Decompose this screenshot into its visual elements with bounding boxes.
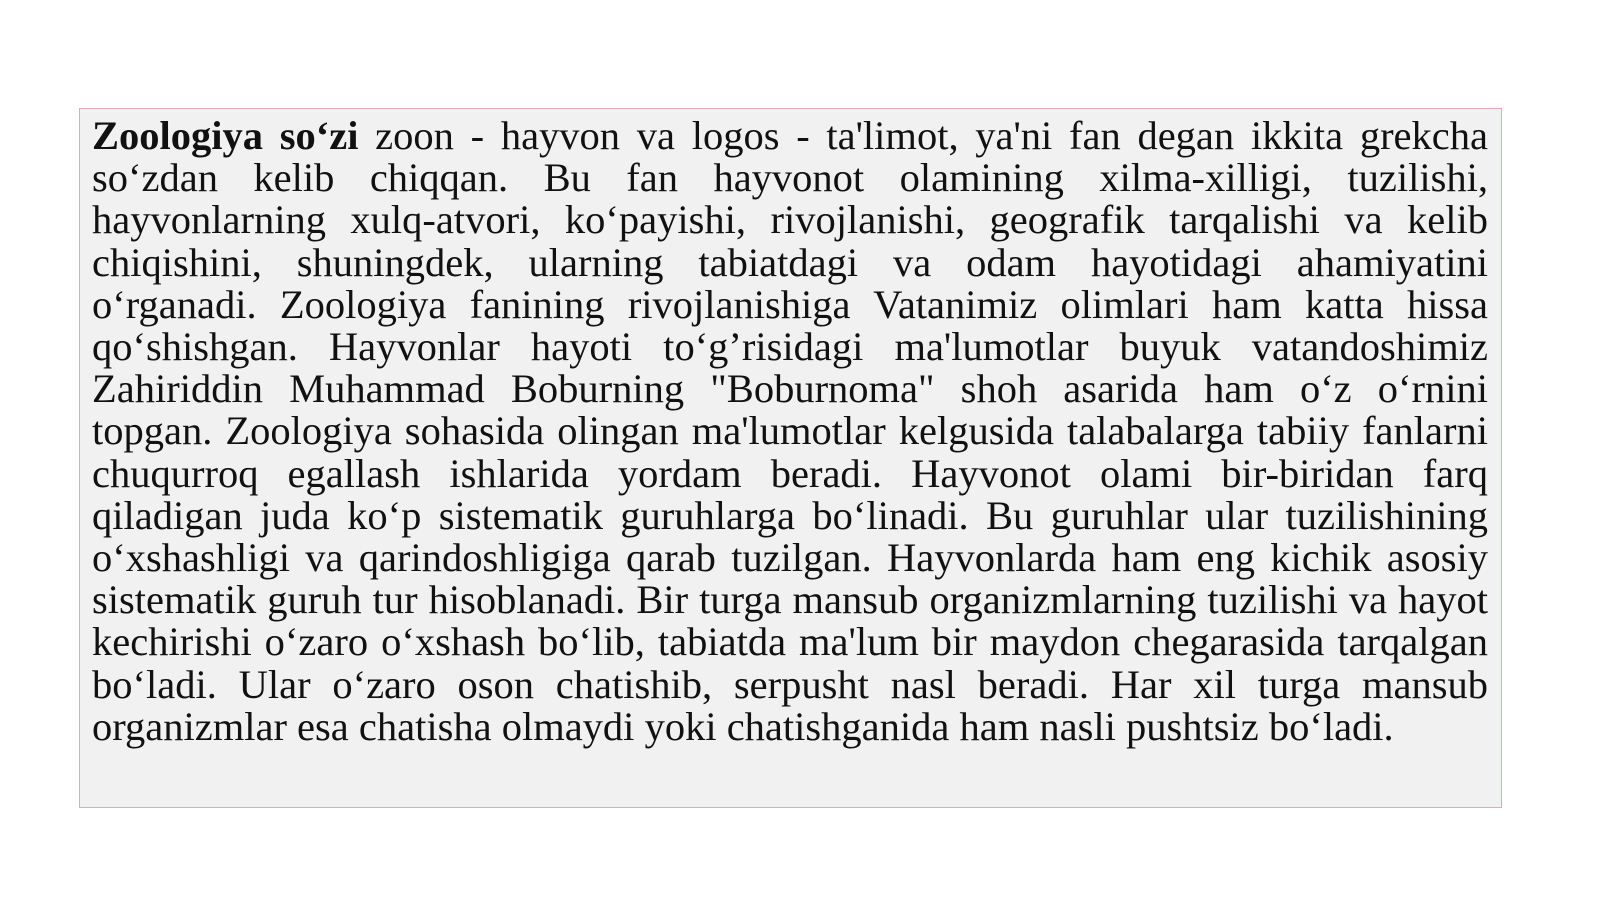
text-box [79,108,1502,808]
bold-term: Zoologiya so‘zi [92,113,359,158]
paragraph [92,115,1488,748]
paragraph-body: zoon - hayvon va logos - ta'limot, ya'ni fan degan ikkita grekcha so‘zdan kelib chiqqan. Bu fan hayvonot olamining xilma-xilligi, tuzilishi, hayvonlarning xulq-atvori, ko‘payishi, rivojlanishi, geografik tarqalishi va kelib chiqishini, shuningdek, ularning tabiatdagi va odam hayotidagi ahamiyatini o‘rganadi. Zoologiya fanining rivojlanishiga Vatanimiz olimlari ham katta hissa qo‘shishgan. Hayvonlar hayoti to‘g’risidagi ma'lumotlar buyuk vatandoshimiz Zahiriddin Muhammad Boburning "Boburnoma" shoh asarida ham o‘z o‘rnini topgan. Zoologiya sohasida olingan ma'lumotlar kelgusida talabalarga tabiiy fanlarni chuqurroq egallash ishlarida yordam beradi. Hayvonot olami bir-biridan farq qiladigan juda ko‘p sistematik guruhlarga bo‘linadi. Bu guruhlar ular tuzilishining o‘xshashligi va qarindoshligiga qarab tuzilgan. Hayvonlarda ham eng kichik asosiy sistematik guruh tur hisoblanadi. Bir turga mansub organizmlarning tuzilishi va hayot kechirishi o‘zaro o‘xshash bo‘lib, tabiatda ma'lum bir maydon chegarasida tarqalgan bo‘ladi. Ular o‘zaro oson chatishib, serpusht nasl beradi. Har xil turga mansub organizmlar esa chatisha olmaydi yoki chatishganida ham nasli pushtsiz bo‘ladi. [92,113,1488,749]
